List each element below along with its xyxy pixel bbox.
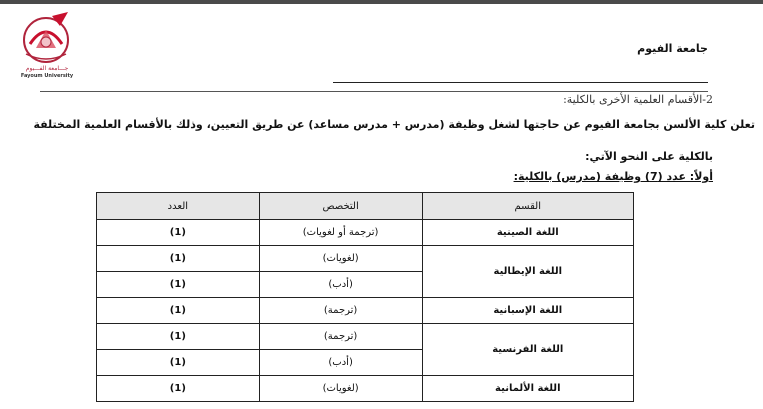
university-logo xyxy=(16,10,78,82)
column-header-specialization: التخصص xyxy=(259,193,422,220)
specialization-cell: (أدب) xyxy=(259,272,422,298)
header-divider xyxy=(40,91,708,92)
intro-paragraph-line1: تعلن كلية الألسن بجامعة الفيوم عن حاجتها لشغل وظيفة (مدرس + مدرس مساعد) عن طريق التعيين، وذلك بالأقسام العلمية المختلفة xyxy=(33,118,755,131)
table-row xyxy=(97,246,634,272)
department-cell: اللغة الصينية xyxy=(422,220,633,246)
table-row xyxy=(97,324,634,350)
count-cell: (1) xyxy=(97,350,260,376)
department-cell: اللغة الإسبانية xyxy=(422,298,633,324)
table-header-row xyxy=(97,193,634,220)
count-cell: (1) xyxy=(97,272,260,298)
window-top-bar xyxy=(0,0,763,4)
table-row xyxy=(97,298,634,324)
logo-text-arabic: جـــامعة الفـــيوم xyxy=(25,65,69,72)
count-cell: (1) xyxy=(97,298,260,324)
table-row xyxy=(97,376,634,402)
department-cell: اللغة الإيطالية xyxy=(422,246,633,298)
logo-text-english: Fayoum University xyxy=(20,73,74,79)
specialization-cell: (لغويات) xyxy=(259,376,422,402)
specialization-cell: (ترجمة) xyxy=(259,324,422,350)
count-cell: (1) xyxy=(97,324,260,350)
count-cell: (1) xyxy=(97,246,260,272)
table-row xyxy=(97,220,634,246)
specialization-cell: (لغويات) xyxy=(259,246,422,272)
header-underline xyxy=(333,82,708,83)
count-cell: (1) xyxy=(97,220,260,246)
fayoum-university-logo-icon xyxy=(16,10,78,70)
specialization-cell: (أدب) xyxy=(259,350,422,376)
department-cell: اللغة الفرنسية xyxy=(422,324,633,376)
intro-paragraph-line2: بالكلية على النحو الآتي: xyxy=(585,150,713,163)
university-name: جامعة الفيوم xyxy=(637,42,708,55)
department-cell: اللغة الألمانية xyxy=(422,376,633,402)
column-header-department: القسم xyxy=(422,193,633,220)
specialization-cell: (ترجمة) xyxy=(259,298,422,324)
positions-table xyxy=(96,192,634,402)
item-heading: 2-الأقسام العلمية الأخرى بالكلية: xyxy=(563,93,713,106)
section-title: أولاً: عدد (7) وظيفة (مدرس) بالكلية: xyxy=(513,170,713,183)
specialization-cell: (ترجمة أو لغويات) xyxy=(259,220,422,246)
count-cell: (1) xyxy=(97,376,260,402)
column-header-count: العدد xyxy=(97,193,260,220)
